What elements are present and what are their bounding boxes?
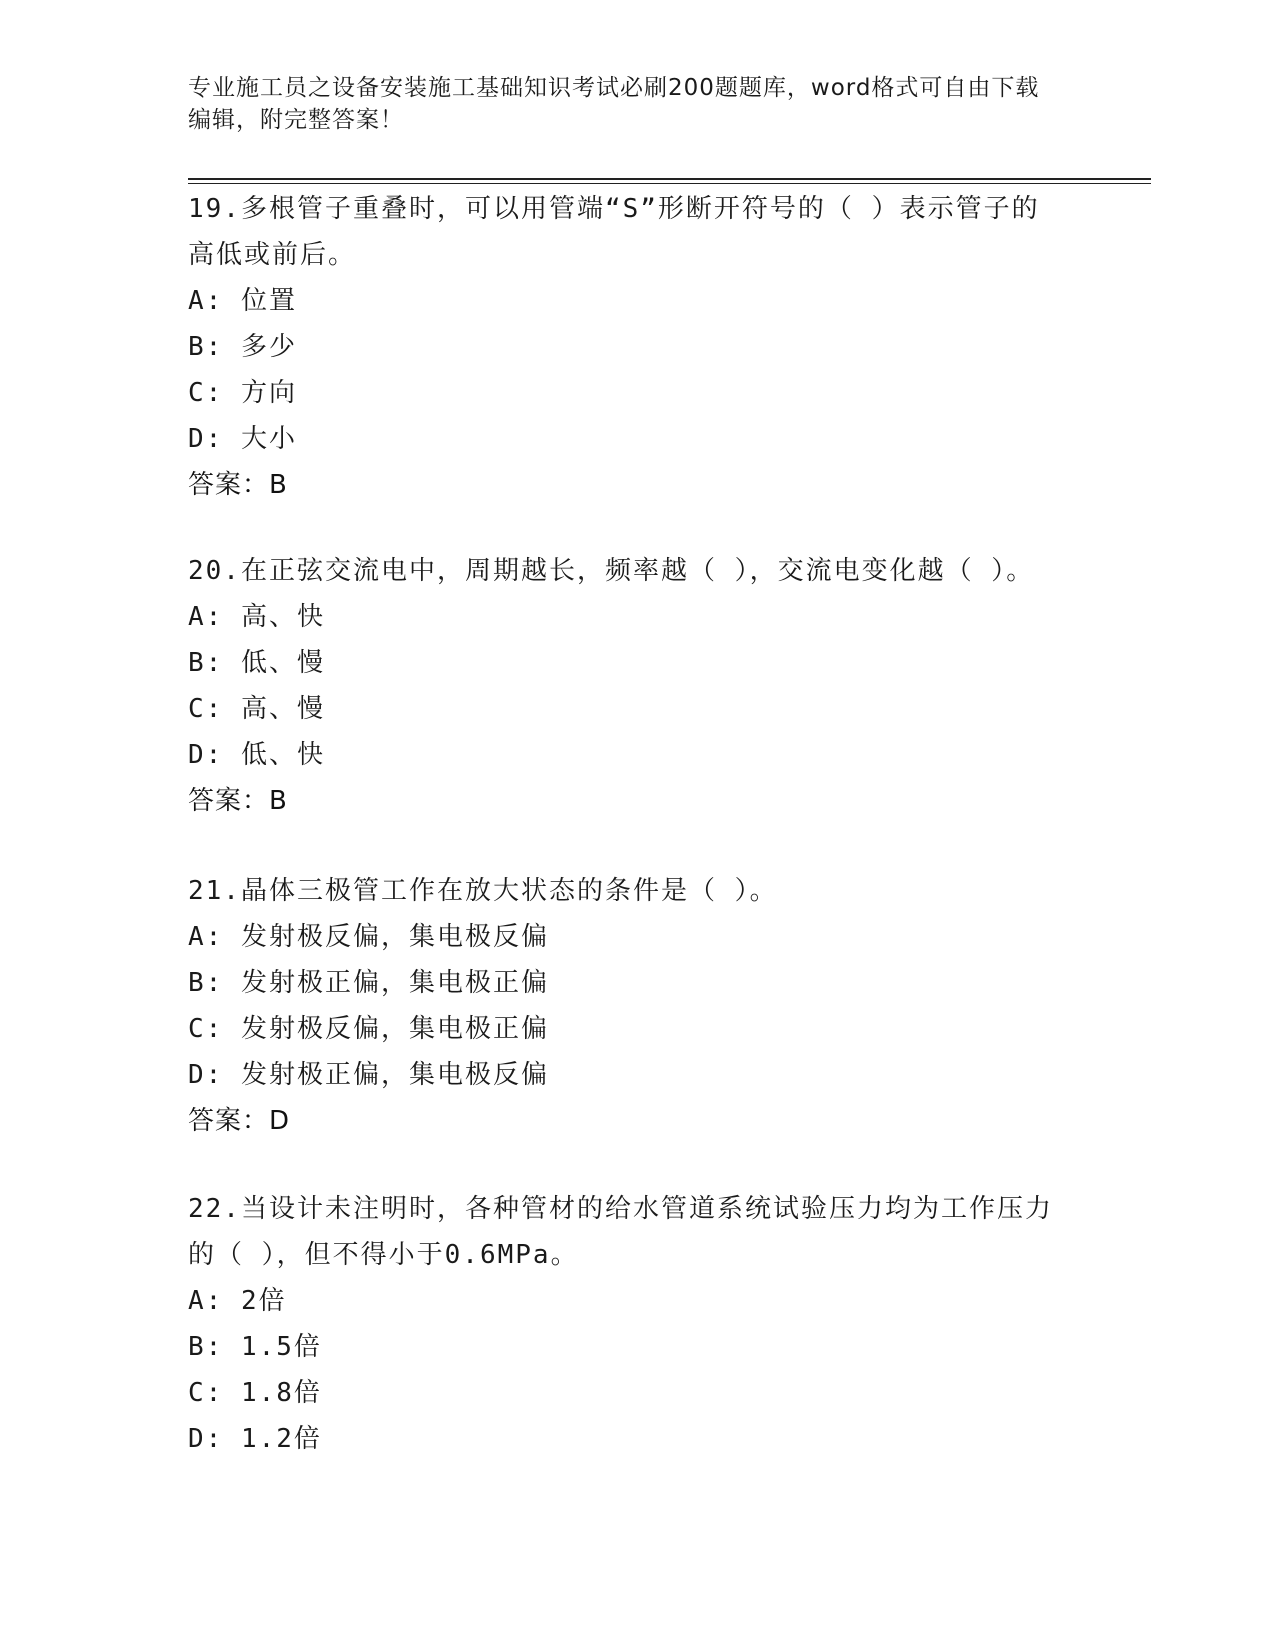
answer: 答案：B bbox=[188, 470, 288, 500]
question-22 bbox=[188, 1186, 1088, 1462]
option-a: A: 发射极反偏，集电极反偏 bbox=[188, 922, 549, 952]
question-19 bbox=[188, 186, 1088, 508]
question-stem: 22.当设计未注明时，各种管材的给水管道系统试验压力均为工作压力 bbox=[188, 1194, 1053, 1224]
header-divider-thin bbox=[188, 183, 1151, 184]
option-a: A: 位置 bbox=[188, 286, 297, 316]
option-c: C: 1.8倍 bbox=[188, 1378, 322, 1408]
option-d: D: 大小 bbox=[188, 424, 297, 454]
header-divider-thick bbox=[188, 178, 1151, 180]
option-d: D: 低、快 bbox=[188, 740, 325, 770]
option-c: C: 方向 bbox=[188, 378, 297, 408]
header-line-2: 编辑，附完整答案！ bbox=[188, 107, 404, 133]
option-b: B: 发射极正偏，集电极正偏 bbox=[188, 968, 549, 998]
question-stem: 21.晶体三极管工作在放大状态的条件是（ ）。 bbox=[188, 876, 778, 906]
question-stem-continued: 高低或前后。 bbox=[188, 240, 357, 270]
option-a: A: 2倍 bbox=[188, 1286, 287, 1316]
option-c: C: 高、慢 bbox=[188, 694, 325, 724]
option-b: B: 低、慢 bbox=[188, 648, 325, 678]
answer: 答案：D bbox=[188, 1106, 291, 1136]
question-stem: 20.在正弦交流电中，周期越长，频率越（ ），交流电变化越（ ）。 bbox=[188, 556, 1035, 586]
option-d: D: 发射极正偏，集电极反偏 bbox=[188, 1060, 549, 1090]
option-c: C: 发射极反偏，集电极正偏 bbox=[188, 1014, 549, 1044]
document-header bbox=[188, 72, 1078, 136]
option-d: D: 1.2倍 bbox=[188, 1424, 322, 1454]
header-line-1: 专业施工员之设备安装施工基础知识考试必刷200题题库，word格式可自由下载 bbox=[188, 75, 1040, 101]
question-20 bbox=[188, 548, 1088, 824]
option-b: B: 多少 bbox=[188, 332, 297, 362]
answer: 答案：B bbox=[188, 786, 288, 816]
question-21 bbox=[188, 868, 1088, 1144]
option-b: B: 1.5倍 bbox=[188, 1332, 322, 1362]
question-stem-continued: 的（ ），但不得小于0.6MPa。 bbox=[188, 1240, 579, 1270]
question-stem: 19.多根管子重叠时，可以用管端“S”形断开符号的（ ）表示管子的 bbox=[188, 194, 1040, 224]
option-a: A: 高、快 bbox=[188, 602, 325, 632]
